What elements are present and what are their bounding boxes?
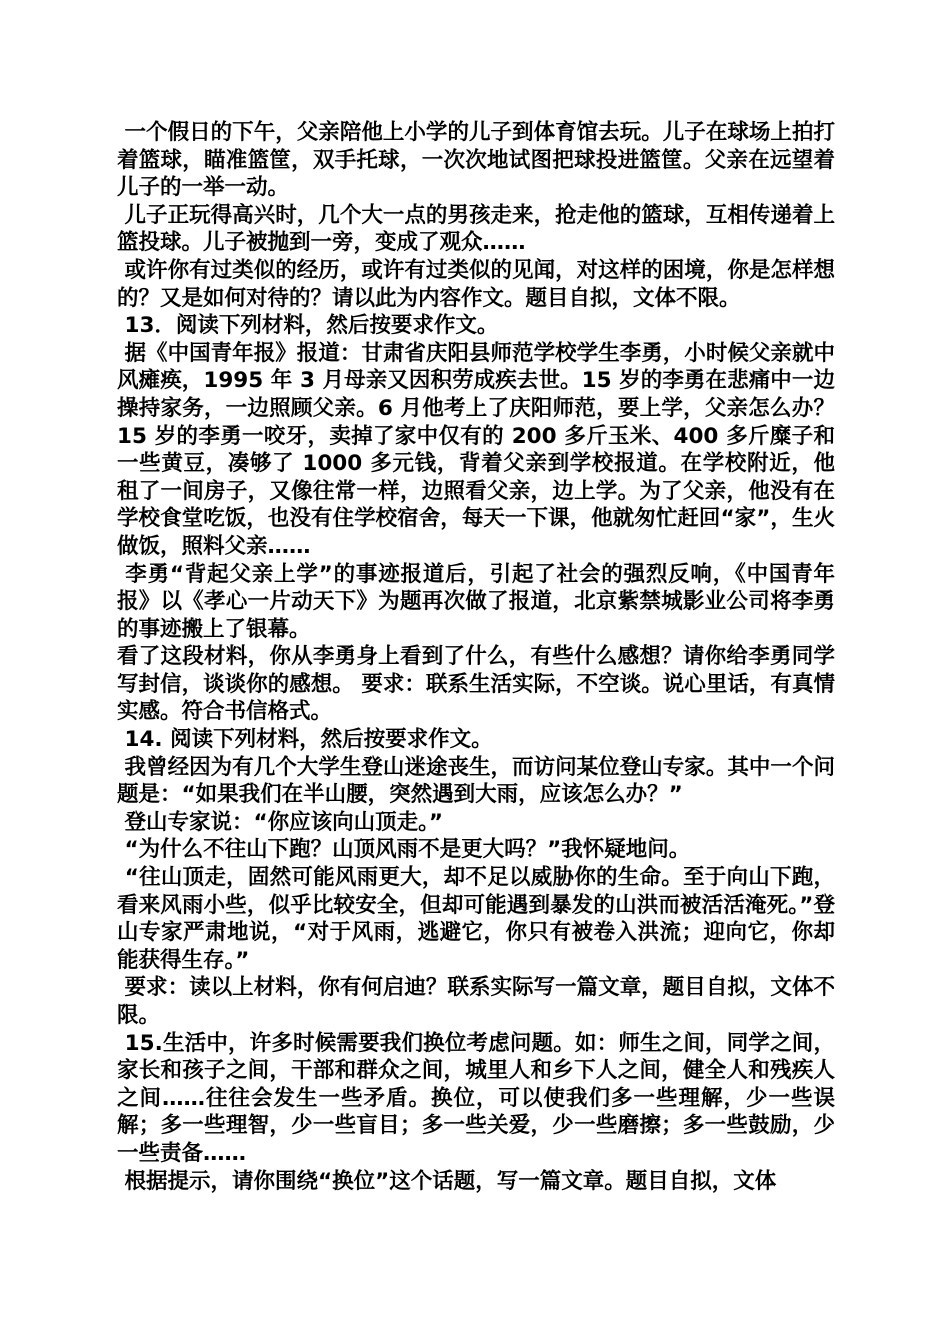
- question-13-heading: 13．阅读下列材料，然后按要求作文。: [117, 313, 499, 339]
- paragraph-prompt-13: 看了这段材料，你从李勇身上看到了什么，有些什么感想？请你给李勇同学写封信，谈谈你的感想。 要求：联系生活实际，不空谈。说心里话，有真情实感。符合书信格式。: [117, 644, 835, 725]
- paragraph-expert-explanation: “往山顶走，固然可能风雨更大，却不足以威胁你的生命。至于向山下跑，看来风雨小些，似乎比较安全，但却可能遇到暴发的山洪而被活活淹死。”登山专家严肃地说，“对于风雨，逃避它，你只有被卷入洪流；迎向它，你却能获得生存。”: [117, 865, 835, 973]
- question-15-text: 15.生活中，许多时候需要我们换位考虑问题。如：师生之间，同学之间，家长和孩子之间，干部和群众之间，城里人和乡下人之间，健全人和残疾人之间……往往会发生一些矛盾。换位，可以使我们多一些理解，少一些误解；多一些理智，少一些盲目；多一些关爱，少一些磨擦；多一些鼓励，少一些责备……: [117, 1030, 835, 1166]
- paragraph-climbing-question: 我曾经因为有几个大学生登山迷途丧生，而访问某位登山专家。其中一个问题是：“如果我们在半山腰，突然遇到大雨，应该怎么办？”: [117, 754, 835, 808]
- paragraph-basketball-scene: 一个假日的下午，父亲陪他上小学的儿子到体育馆去玩。儿子在球场上拍打着篮球，瞄准篮筐，双手托球，一次次地试图把球投进篮筐。父亲在远望着儿子的一举一动。: [117, 120, 835, 201]
- paragraph-prompt-14: 要求：读以上材料，你有何启迪？联系实际写一篇文章，题目自拟，文体不限。: [117, 975, 835, 1028]
- paragraph-li-yong-story: 据《中国青年报》报道：甘肃省庆阳县师范学校学生李勇，小时候父亲就中风瘫痪，1995 年 3 月母亲又因积劳成疾去世。15 岁的李勇在悲痛中一边操持家务，一边照顾父亲。6 月他考上了庆阳师范，要上学，父亲怎么办？15 岁的李勇一咬牙，卖掉了家中仅有的 200 多斤玉米、400 多斤糜子和一些黄豆，凑够了 1000 多元钱，背着父亲到学校报道。在学校附近，他租了一间房子，又像往常一样，边照看父亲，边上学。为了父亲，他没有在学校食堂吃饭，也没有住学校宿舍，每天一下课，他就匆忙赶回“家”，生火做饭，照料父亲……: [117, 340, 835, 559]
- paragraph-prompt-15: 根据提示，请你围绕“换位”这个话题，写一篇文章。题目自拟，文体: [117, 1168, 777, 1194]
- paragraph-prompt-12: 或许你有过类似的经历，或许有过类似的见闻，对这样的困境，你是怎样想的？又是如何对待的？请以此为内容作文。题目自拟，文体不限。: [117, 257, 835, 311]
- paragraph-basketball-taken: 儿子正玩得高兴时，几个大一点的男孩走来，抢走他的篮球，互相传递着上篮投球。儿子被抛到一旁，变成了观众……: [117, 202, 835, 256]
- paragraph-expert-answer: 登山专家说：“你应该向山顶走。”: [117, 809, 444, 835]
- question-14-heading: 14. 阅读下列材料，然后按要求作文。: [117, 727, 493, 753]
- paragraph-li-yong-reaction: 李勇“背起父亲上学”的事迹报道后，引起了社会的强烈反响，《中国青年报》以《孝心一片动天下》为题再次做了报道，北京紫禁城影业公司将李勇的事迹搬上了银幕。: [117, 561, 835, 642]
- paragraph-doubt: “为什么不往山下跑？山顶风雨不是更大吗？”我怀疑地问。: [117, 837, 691, 863]
- document-page: [117, 119, 835, 1195]
